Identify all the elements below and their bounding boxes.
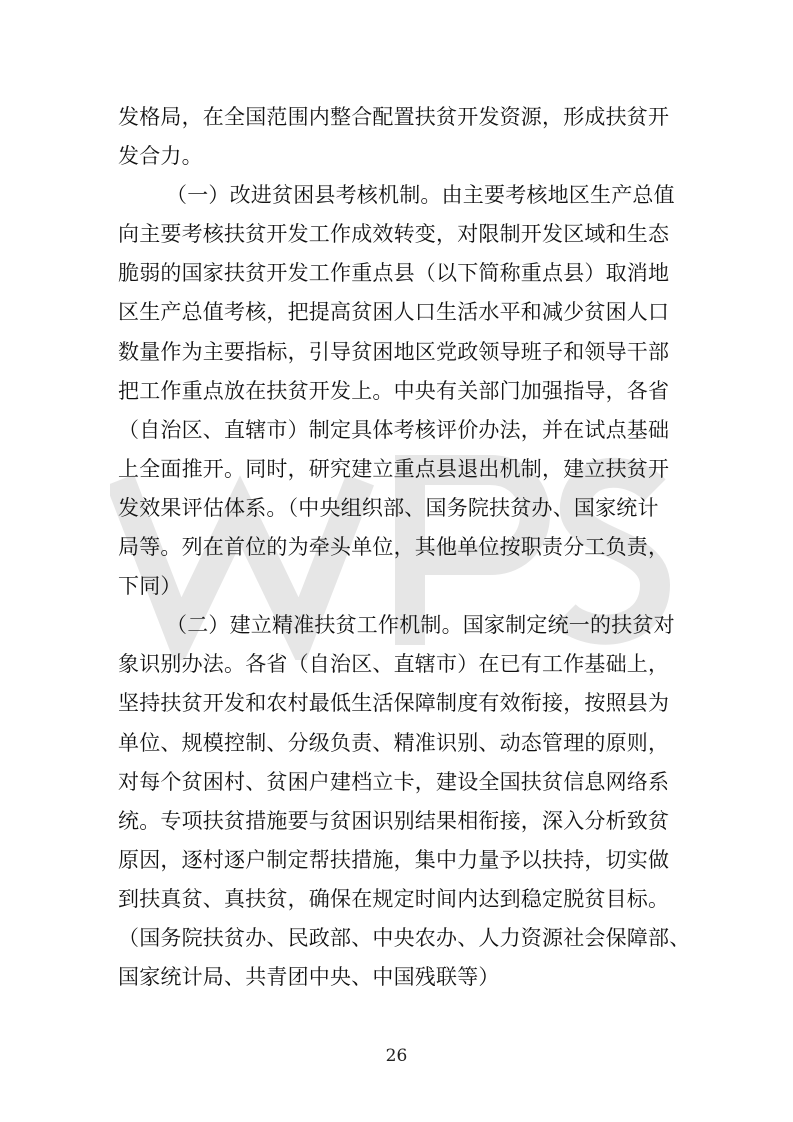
text-line: 下同） xyxy=(118,574,182,599)
text-line: 向主要考核扶贫开发工作成效转变，对限制开发区域和生态 xyxy=(118,222,670,247)
text-line: 到扶真贫、真扶贫，确保在规定时间内达到稳定脱贫目标。 xyxy=(118,886,670,911)
text-line: 原因，逐村逐户制定帮扶措施，集中力量予以扶持，切实做 xyxy=(118,847,670,872)
text-line: 上全面推开。同时，研究建立重点县退出机制，建立扶贫开 xyxy=(118,456,670,481)
text-line: （国务院扶贫办、民政部、中央农办、人力资源社会保障部、 xyxy=(118,925,691,950)
text-line: 统。专项扶贫措施要与贫困识别结果相衔接，深入分析致贫 xyxy=(118,808,670,833)
paragraph-start-line: （一）改进贫困县考核机制。由主要考核地区生产总值 xyxy=(166,183,675,208)
text-line: 坚持扶贫开发和农村最低生活保障制度有效衔接，按照县为 xyxy=(118,691,670,716)
text-line: 发效果评估体系。（中央组织部、国务院扶贫办、国家统计 xyxy=(118,495,659,520)
page-number: 26 xyxy=(385,1046,408,1066)
text-line: 发合力。 xyxy=(118,144,203,169)
text-line: 区生产总值考核，把提高贫困人口生活水平和减少贫困人口 xyxy=(118,300,670,325)
text-line: 局等。列在首位的为牵头单位，其他单位按职责分工负责， xyxy=(118,535,670,560)
text-line: （自治区、直辖市）制定具体考核评价办法，并在试点基础 xyxy=(118,417,670,442)
paragraph-start-line: （二）建立精准扶贫工作机制。国家制定统一的扶贫对 xyxy=(166,613,675,638)
text-line: 把工作重点放在扶贫开发上。中央有关部门加强指导，各省 xyxy=(118,378,670,403)
text-line: 国家统计局、共青团中央、中国残联等） xyxy=(118,965,500,990)
text-line: 发格局，在全国范围内整合配置扶贫开发资源，形成扶贫开 xyxy=(118,105,670,129)
text-line: 数量作为主要指标，引导贫困地区党政领导班子和领导干部 xyxy=(118,339,670,364)
document-body xyxy=(118,98,691,997)
text-line: 单位、规模控制、分级负责、精准识别、动态管理的原则， xyxy=(118,730,670,755)
text-line: 对每个贫困村、贫困户建档立卡，建设全国扶贫信息网络系 xyxy=(118,769,670,794)
text-line: 象识别办法。各省（自治区、直辖市）在已有工作基础上， xyxy=(118,652,670,677)
text-line: 脆弱的国家扶贫开发工作重点县（以下简称重点县）取消地 xyxy=(118,261,670,286)
